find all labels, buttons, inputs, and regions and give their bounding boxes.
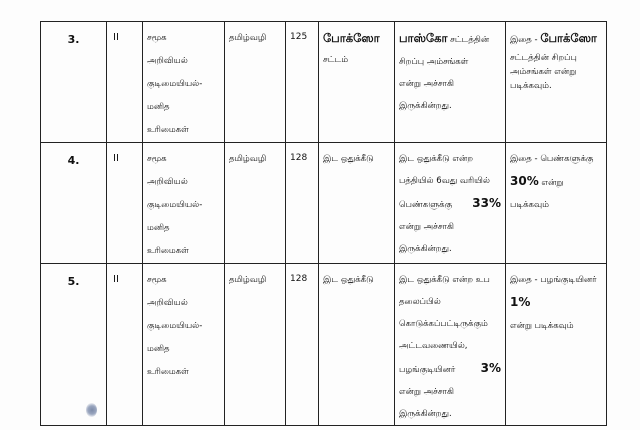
subject-cell <box>143 143 225 264</box>
error-text: என்று அச்சாகி <box>399 222 454 232</box>
correction-percentage: 1% <box>510 295 531 309</box>
subject-line: அறிவியல் <box>147 298 188 308</box>
error-text: என்று அச்சாகி <box>399 387 454 397</box>
correction-percentage: 30% <box>510 174 539 188</box>
correction-text: இதை - <box>510 35 541 45</box>
error-text: சிறப்பு அம்சங்கள் <box>399 57 469 67</box>
error-cell <box>395 264 506 426</box>
subject-line: உரிமைகள் <box>147 367 189 377</box>
subject-line: அறிவியல் <box>147 177 188 187</box>
error-cell <box>395 22 506 143</box>
page-number-cell: 128 <box>286 264 319 426</box>
errata-table <box>40 21 607 426</box>
error-cell <box>395 143 506 264</box>
correction-text: இதை - பெண்களுக்கு <box>510 154 594 164</box>
error-text: சட்டத்தின் <box>447 35 490 45</box>
correction-text: சட்டத்தின் சிறப்பு <box>510 53 577 63</box>
subject-line: குடிமையியல்- <box>147 79 203 89</box>
subject-line: சமூக <box>147 275 167 285</box>
error-term: பாஸ்கோ <box>399 31 448 45</box>
line-text-big: போக்ஸோ <box>323 31 380 45</box>
serial-number: 4. <box>41 143 107 264</box>
correction-cell <box>506 143 607 264</box>
class-cell: II <box>107 22 143 143</box>
error-text: பத்தியில் 6வது வரியில் <box>399 176 490 186</box>
subject-line: உரிமைகள் <box>147 125 189 135</box>
correction-text: படிக்கவும். <box>510 81 552 91</box>
subject-cell <box>143 264 225 426</box>
subject-line: சமூக <box>147 154 167 164</box>
error-text: கொடுக்கப்பட்டிருக்கும் <box>399 319 488 329</box>
subject-line: குடிமையியல்- <box>147 200 203 210</box>
error-text: தலைப்பில் <box>399 297 441 307</box>
correction-text: என்று படிக்கவும் <box>510 178 564 210</box>
error-text: பெண்களுக்கு <box>399 200 453 210</box>
table-row <box>41 22 607 143</box>
subject-line: மனித <box>147 344 170 354</box>
error-percentage: 3% <box>480 361 501 375</box>
correction-cell <box>506 264 607 426</box>
error-text: இட ஒதுக்கீடு என்ற <box>399 154 474 164</box>
page-number-cell: 128 <box>286 143 319 264</box>
class-cell: II <box>107 143 143 264</box>
error-text: என்று அச்சாகி <box>399 79 454 89</box>
serial-number: 5. <box>41 264 107 426</box>
medium-cell: தமிழ்வழி <box>225 22 286 143</box>
subject-line: மனித <box>147 223 170 233</box>
error-percentage: 33% <box>472 196 501 210</box>
error-text: இருக்கின்றது. <box>399 409 452 419</box>
line-cell: இட ஒதுக்கீடு <box>319 143 395 264</box>
correction-term: போக்ஸோ <box>540 31 597 45</box>
subject-cell <box>143 22 225 143</box>
error-text: பழங்குடியினர் <box>399 365 456 375</box>
subject-line: சமூக <box>147 33 167 43</box>
correction-text: அம்சங்கள் என்று <box>510 67 577 77</box>
class-cell: II <box>107 264 143 426</box>
medium-cell: தமிழ்வழி <box>225 143 286 264</box>
serial-number: 3. <box>41 22 107 143</box>
table-row <box>41 143 607 264</box>
error-text: இருக்கின்றது. <box>399 101 452 111</box>
subject-line: மனித <box>147 102 170 112</box>
ink-blot <box>86 403 97 417</box>
error-text: இருக்கின்றது. <box>399 244 452 254</box>
line-cell <box>319 22 395 143</box>
line-cell: இட ஒதுக்கீடு <box>319 264 395 426</box>
page-number-cell: 125 <box>286 22 319 143</box>
error-text: இட ஒதுக்கீடு என்ற உப <box>399 275 490 285</box>
subject-line: அறிவியல் <box>147 56 188 66</box>
line-text: சட்டம் <box>323 55 349 65</box>
correction-text: என்று படிக்கவும் <box>510 321 574 331</box>
subject-line: குடிமையியல்- <box>147 321 203 331</box>
correction-cell <box>506 22 607 143</box>
correction-text: இதை - பழங்குடியினர் <box>510 275 597 285</box>
table-row <box>41 264 607 426</box>
subject-line: உரிமைகள் <box>147 246 189 256</box>
medium-cell: தமிழ்வழி <box>225 264 286 426</box>
error-text: அட்டவணையில், <box>399 341 468 351</box>
